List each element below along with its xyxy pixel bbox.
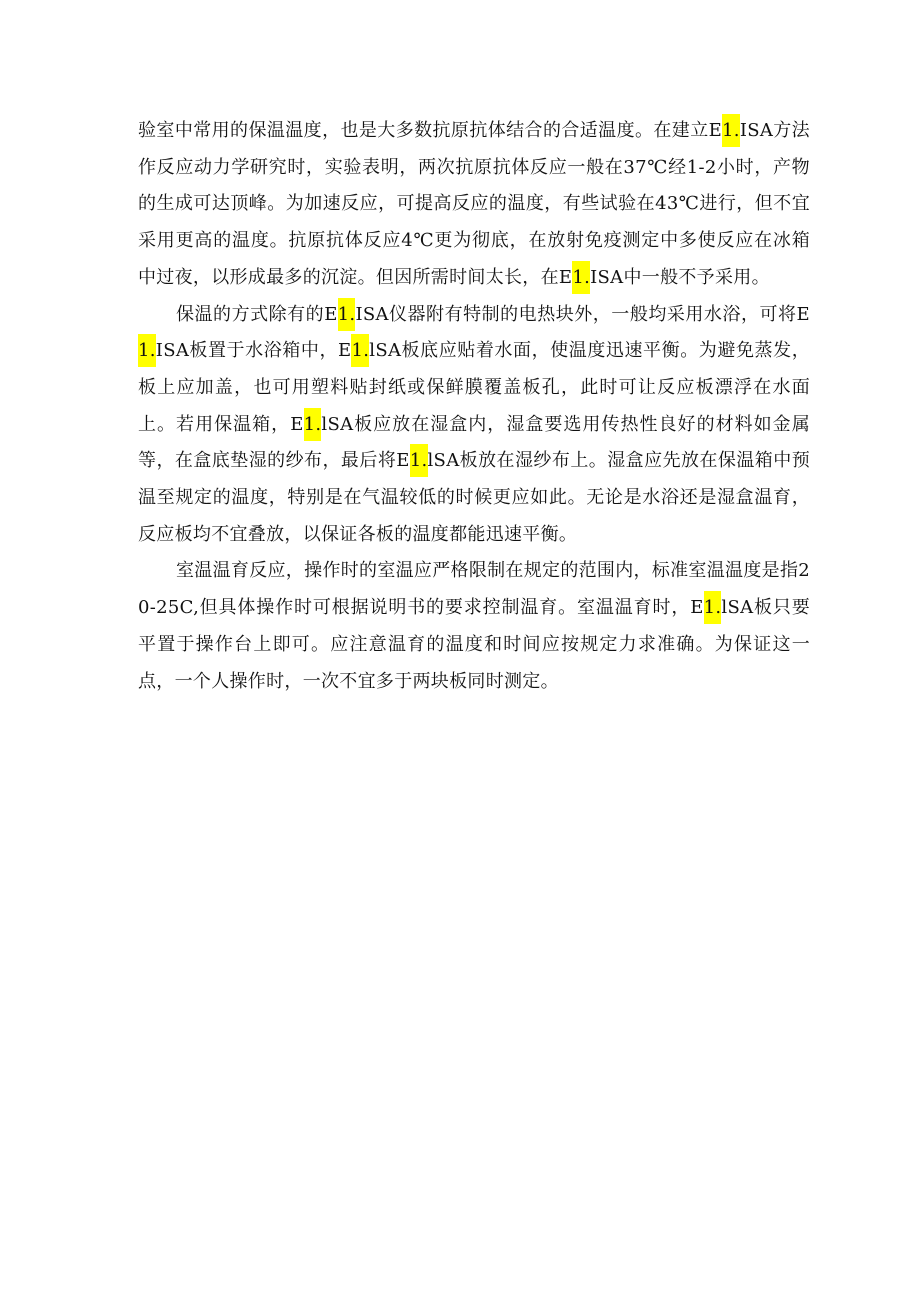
text-segment: 室温温育反应，操作时的室温应严格限制在规定的范围内，标准室温温度是指20-25C,但具体操作时可根据说明书的要求控制温育。室温温育时，E [138,560,810,619]
text-segment: lSA板只要平置于操作台上即可。应注意温育的温度和时间应按规定力求准确。为保证这一点，一个人操作时，一次不宜多于两块板同时测定。 [138,597,811,692]
document-body [138,113,810,700]
highlighted-text: 1. [410,444,428,477]
text-segment: lSA板应放在湿盒内，湿盒要选用传热性良好的材料如金属等，在盒底垫湿的纱布，最后将E [138,413,810,472]
text-segment: 验室中常用的保温温度，也是大多数抗原抗体结合的合适温度。在建立E [138,120,723,141]
text-segment: ISA仪器附有特制的电热块外，一般均采用水浴，可将E [355,303,810,325]
paragraph-2 [138,297,810,554]
text-segment: ISA板置于水浴箱中，E [155,340,352,362]
text-segment: 保温的方式除有的E [176,303,338,325]
text-segment: ISA中一般不予采用。 [590,266,770,288]
highlighted-text: 1. [304,408,322,441]
paragraph-3 [138,553,810,700]
highlighted-text: 1. [722,114,740,147]
text-segment: ISA方法作反应动力学研究时，实验表明，两次抗原抗体反应一般在37℃经1-2小时，产物的生成可达顶峰。为加速反应，可提高反应的温度，有些试验在43℃进行，但不宜采用更高的温度。抗原抗体反应4℃更为彻底，在放射免疫测定中多使反应在冰箱中过夜，以形成最多的沉淀。但因所需时间太长，在E [138,120,810,288]
highlighted-text: 1. [138,334,156,367]
highlighted-text: 1. [572,261,590,294]
text-segment: lSA板放在湿纱布上。湿盒应先放在保温箱中预温至规定的温度，特别是在气温较低的时候更应如此。无论是水浴还是湿盒温育，反应板均不宜叠放，以保证各板的温度都能迅速平衡。 [138,450,811,545]
paragraph-1 [138,113,810,297]
highlighted-text: 1. [704,591,722,624]
text-segment: lSA板底应贴着水面，使温度迅速平衡。为避免蒸发，板上应加盖，也可用塑料贴封纸或保鲜膜覆盖板孔，此时可让反应板漂浮在水面上。若用保温箱，E [138,340,810,435]
highlighted-text: 1. [338,298,356,331]
highlighted-text: 1. [351,334,369,367]
